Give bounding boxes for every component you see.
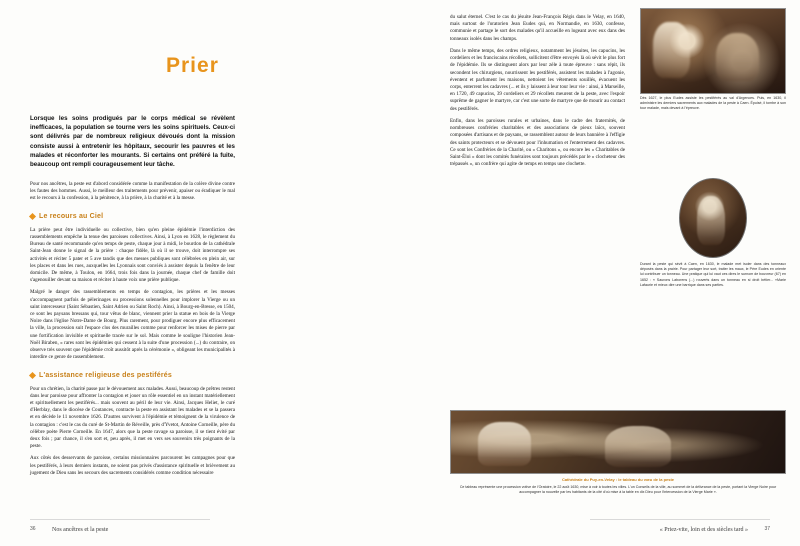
figure-image	[640, 8, 786, 94]
diamond-bullet-icon	[29, 213, 36, 220]
paragraph: Aux côtés des desservants de paroisse, certains missionnaires parcourent les campagnes pour que les pestiférés, à leurs derniers instants, ne soient pas privés d'assistance spirituelle et brièvement au jugement de Dieu sans les secours des sacrements considérés comme condition nécessaire	[30, 455, 235, 476]
paragraph: Pour nos ancêtres, la peste est d'abord considérée comme la manifestation de la colère divine contre les fautes des hommes. Aussi, le meilleur des traitements pour prévenir, apaiser ou éradiquer le mal est le recours à la confession, à la pénitence, à la prière, à la charité et à la messe.	[30, 181, 235, 202]
footer-rule-right	[590, 519, 770, 520]
figure-title: Cathédrale du Puy-en-Velay : le tableau du vœu de la peste	[561, 477, 675, 482]
figure-caption: Dès 1627, le plus Eudes assiste les pestiférés au val d'Argences. Puis, en 1630, il administre les derniers sacrements aux malades de la peste à Caen. Épuisé, il tombe à son tour malade, mais devant à l'épreuve.	[640, 96, 786, 111]
paragraph: du salut éternel. C'est le cas du jésuite Jean-François Régis dans le Velay, en 1640, mais surtout de l'oratorien Jean Eudes qui, en Normandie, en 1630, confesse, communie et partage le sort des malades qu'il accueille en logeant avec eux dans des tonneaux isolés dans les champs.	[450, 14, 625, 42]
running-head-left: Nos ancêtres et la peste	[52, 527, 109, 533]
section-heading-label: L'assistance religieuse des pestiférés	[39, 371, 172, 379]
page-title: Prier	[166, 54, 219, 77]
folio-right: 37	[764, 526, 770, 532]
figure-caption: Durant la peste qui sévit à Caen, en 1630, le malade met isoler dans des tonneaux déposés dans la prairie. Pour partager leur sort, traiter les maux, le Père Eudes en oriente lui contribuer un tonneau. Une pratique qui lui vaut ces dires le surnom de bouvreur (67) en 1652 : « Saurons Laborens (...) rouverts dans un tonneau en si droit bétier... »Marie Lafaurie et mieux dire une barrique dans ses parties.	[640, 262, 786, 287]
section-heading-assistance-religieuse	[30, 371, 235, 381]
figure-caption: Ce tableau représente une procession votive de l'Oratoire, le 22 août 1630, mise à voir à toutes les villes. L'un Conseils de la ville, au sommet de la délivrance de la peste, portant la Vierge Noire pour accompagner la nouvelle par les habitants de la cité d'où mise à la table en dix Dieu pour l'intercession de la Vierge Marie ».	[459, 484, 777, 494]
footer-rule-left	[30, 519, 210, 520]
diamond-bullet-icon	[29, 372, 36, 379]
column-middle	[450, 14, 625, 173]
lede-paragraph: Lorsque les soins prodigués par le corps médical se révèlent inefficaces, la population se tourne vers les soins spirituels. Ceux-ci sont délivrés par de nombreux religieux dévoués dont la mission consiste aussi à entretenir les hôpitaux, secourir les pauvres et les malades et réconforter les mourants. Si certains ont préféré la fuite, beaucoup ont rempli courageusement leur tâche.	[30, 115, 235, 168]
running-head-right: « Priez-vite, loin et des siècles tard »	[659, 527, 748, 533]
figure-image	[679, 178, 747, 258]
figure-cathedrale-puy-en-velay	[450, 410, 786, 495]
figure-medallion-portrait	[640, 178, 786, 288]
paragraph: Dans le même temps, des ordres religieux, notamment les jésuites, les capucins, les cordeliers et les franciscains récollets, sollicitent d'être envoyés là où sévit le plus fort de l'épidémie. Ils se distinguent alors par leur zèle à toute épreuve : sans répit, ils secondent les chirurgiens, nourrissent les pestiférés, assistent les malades à l'agonie, éventent et parfument les maisons, nettoient les vêtements souillés, évacuent les corps, enterrent les cadavres (... et ils y laissent à leur tour leur vie : ainsi, à Marseille, en 1720, 49 capucins, 39 cordeliers et 29 récollets meurent de la peste, avec l'espoir suprême de gagner le martyre, car c'est une sorte de martyre que de mourir au contact des pestiférés.	[450, 47, 625, 112]
column-left	[30, 52, 235, 482]
paragraph: Pour un chrétien, la charité passe par le dévouement aux malades. Aussi, beaucoup de prêtres restent dans leur paroisse pour affronter la contagion et jouer un rôle essentiel en un instant matériellement et spirituellement les pestiférés... mais souvent au péril de leur vie. Ainsi, Jacques Heliet, le curé d'Herblay, dans le diocèse de Coutances, contracte la peste en assistant les malades et se la passera et en décède le 11 novembre 1626. D'autres survivent à l'épidémie et témoignent de la virulence de la contagion : c'est le cas du curé de St-Martin de Réveille, près d'Yvetot, Antoine Corneille, père du célèbre poète Pierre Corneille. En 1647, alors que la peste ravage sa paroisse, il se tient évité par deux fois ; par chance, il s'en sort et, peu après, il met en vers ses souvenirs très poignants de la peste.	[30, 385, 235, 450]
section-heading-label: Le recours au Ciel	[39, 212, 104, 220]
figure-jean-eudes-painting	[640, 8, 786, 112]
folio-left: 36	[30, 526, 36, 532]
paragraph: La prière peut être individuelle ou collective, bien qu'en pleine épidémie l'interdiction des rassemblements empêche la tenue des paroisses collectives. Ainsi, à Lyon en 1628, le règlement du Bureau de santé recommande qu'en temps de peste, chaque jour à midi, le bourdon de la cathédrale Saint-Jean donne le signal de la prière : chaque fidèle, là où il se trouve, doit interrompre ses activités et réciter 5 pater et 5 ave tandis que des messes publiques sont célébrées en plein air, sur les places et dans les rues, auxquelles les Lyonnais sont conviés à assister depuis la fenêtre de leur domicile. De même, à Toulon, en 1664, trois fois dans la journée, chaque chef de famille doit s'agenouiller devant sa maison et réciter à haute voix une prière publique.	[30, 226, 235, 284]
section-heading-recours-au-ciel	[30, 212, 235, 222]
figure-image	[450, 410, 786, 474]
paragraph: Enfin, dans les paroisses rurales et urbaines, dans le cadre des fraternités, de nombreuses confréries charitables et des associations de pieux laïcs, souvent composées d'artisans et de paysans, se rassemblent autour de leurs bannière à l'effigie des saints protecteurs et se dévouent pour l'inhumation et l'enterrement des cadavres. Ce sont les Confréries de la Charité, ou « Charitons », ou encore les « Charitables de Saint-Éloi » dont les comités funéraires sont toujours précédés par le « clocheteur des trépassés », un confrère qui agite de temps en temps une clochette.	[450, 117, 625, 168]
paragraph: Malgré le danger des rassemblements en temps de contagion, les prières et les messes s'accompagnent parfois de pèlerinages ou processions solennelles pour implorer la Vierge ou un saint intercesseur (Saint Sébastien, Saint Adrien ou Saint Roch). Ainsi, à Bourg-en-Bresse, en 1504, ce sont les paysans bressans qui, tour vêtus de blanc, viennent prier la statue en bois de la Vierge Noire dans l'église Notre-Dame de Bourg. Plus rarement, pour prodiguer encore plus efficacement la ville, la procession suit l'espace clos des murailles comme pour renforcer les mises de pierre par une fortification invisible et spirituelle tracée sur le sol. Mais comme le souligne l'historien Jean-Noël Biraben, « rares sont les épidémies qui cessent à la suite d'une procession (...) du contraire, on observe très souvent que l'épidémie croît aussitôt après la cérémonie », obligeant les municipalités à interdire ce genre de rassemblement.	[30, 289, 235, 361]
